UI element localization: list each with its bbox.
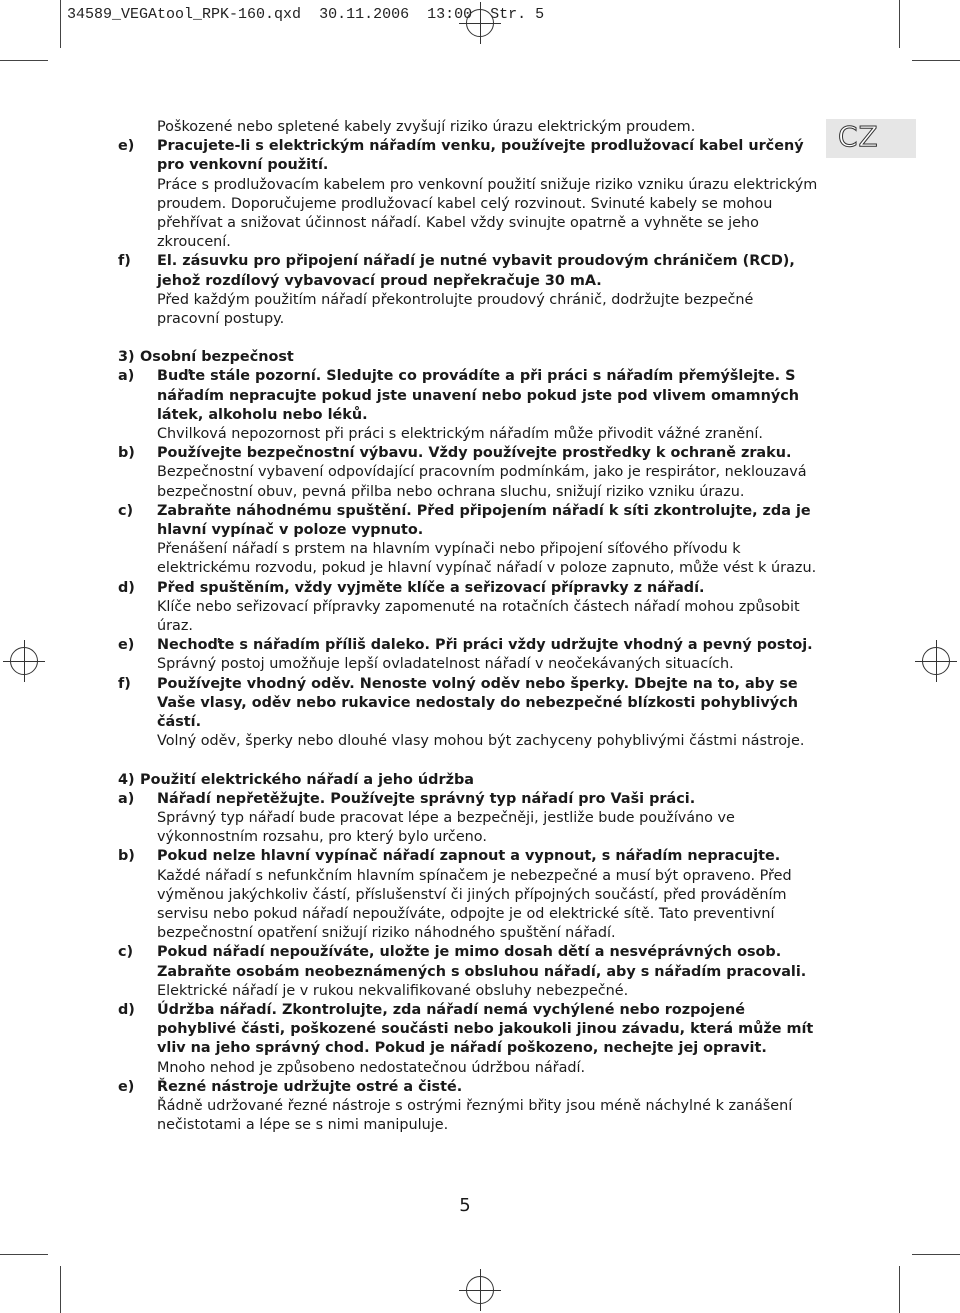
registration-mark [466, 9, 494, 37]
item-label: f) [118, 675, 131, 692]
item-heading: Údržba nářadí. Zkontrolujte, zda nářadí nemá vychýlené nebo rozpojené pohyblivé části, poškozené součásti nebo jakoukoli jinou závadu, která může mít vliv na jeho správný chod. Pokud je nářadí poškozeno, nechejte jej opravit. [157, 1001, 814, 1057]
crop-mark [912, 60, 960, 61]
crop-mark [899, 0, 900, 48]
item-heading: Buďte stále pozorní. Sledujte co provádíte a při práci s nářadím přemýšlejte. S nářadím nepracujte pokud jste unavení nebo pokud jste pod vlivem omamných látek, alkoholu nebo léků. [157, 368, 800, 423]
registration-mark [922, 647, 950, 675]
document-body [118, 118, 818, 1135]
item-label: b) [118, 848, 135, 865]
slug-file: 34589_VEGAtool_RPK-160.qxd [67, 6, 302, 23]
section-number: 3) [118, 349, 135, 366]
crop-mark [899, 1266, 900, 1313]
crop-mark [60, 0, 61, 48]
item-heading: Pokud nelze hlavní vypínač nářadí zapnout a vypnout, s nářadím nepracujte. [157, 848, 781, 865]
item-label: d) [118, 1001, 135, 1018]
item-text: Správný typ nářadí bude pracovat lépe a bezpečněji, jestliže bude používáno ve výkonnostním rozsahu, pro který bylo určeno. [157, 809, 735, 846]
list-item [118, 444, 818, 502]
page-number: 5 [459, 1195, 471, 1216]
item-text: Klíče nebo seřizovací přípravky zapomenuté na rotačních částech nářadí mohou způsobit úraz. [157, 598, 800, 635]
registration-mark [466, 1276, 494, 1304]
list-item [118, 636, 818, 674]
crop-mark [60, 1266, 61, 1313]
item-heading: Pracujete-li s elektrickým nářadím venku, používejte prodlužovací kabel určený pro venkovní použití. [157, 138, 804, 174]
list-item [118, 675, 818, 752]
section-title: Osobní bezpečnost [140, 349, 294, 366]
item-heading: Zabraňte náhodnému spuštění. Před připojením nářadí k síti zkontrolujte, zda je hlavní vypínač v poloze vypnuto. [157, 502, 811, 539]
list-item [118, 502, 818, 579]
item-heading: Používejte vhodný oděv. Nenoste volný oděv nebo šperky. Dbejte na to, aby se Vaše vlasy, oděv nebo rukavice nedostaly do nebezpečné blízkosti pohyblivých částí. [157, 675, 798, 731]
crop-mark [0, 1254, 48, 1255]
list-item [118, 367, 818, 444]
slug-date: 30.11.2006 [319, 6, 410, 23]
section-heading [118, 348, 818, 367]
item-text: Správný postoj umožňuje lepší ovladatelnost nářadí v neočekávaných situacích. [157, 656, 734, 673]
item-text: Přenášení nářadí s prstem na hlavním vypínači nebo připojení síťového přívodu k elektrickému rozvodu, pokud je hlavní vypínač nářadí v poloze zapnuto, může vést k úrazu. [157, 541, 817, 577]
paragraph: Poškozené nebo spletené kabely zvyšují riziko úrazu elektrickým proudem. [157, 119, 696, 135]
item-text: Řádně udržované řezné nástroje s ostrými řeznými břity jsou méně náchylné k zanášení nečistotami a lépe se s nimi manipuluje. [157, 1097, 793, 1134]
item-heading: Řezné nástroje udržujte ostré a čisté. [157, 1078, 463, 1095]
item-label: f) [118, 253, 131, 270]
item-label: e) [118, 1078, 135, 1095]
list-item [118, 1078, 818, 1136]
item-text: Mnoho nehod je způsobeno nedostatečnou údržbou nářadí. [157, 1059, 586, 1076]
item-label: d) [118, 579, 135, 596]
item-label: e) [118, 138, 135, 155]
list-item [118, 790, 818, 848]
list-item [118, 847, 818, 943]
item-heading: El. zásuvku pro připojení nářadí je nutné vybavit proudovým chráničem (RCD), jehož rozdílový vybavovací proud nepřekračuje 30 mA. [157, 253, 795, 289]
section-number: 4) [118, 771, 135, 788]
item-text: Elektrické nářadí je v rukou nekvalifikované obsluhy nebezpečné. [157, 982, 629, 999]
item-text: Volný oděv, šperky nebo dlouhé vlasy mohou být zachyceny pohyblivými částmi nástroje. [157, 733, 805, 750]
item-heading: Používejte bezpečnostní výbavu. Vždy používejte prostředky k ochraně zraku. [157, 445, 792, 462]
item-text: Chvilková nepozornost při práci s elektrickým nářadím může přivodit vážné zranění. [157, 426, 763, 443]
list-item [118, 579, 818, 637]
item-heading: Před spuštěním, vždy vyjměte klíče a seřizovací přípravky z nářadí. [157, 579, 705, 596]
section-title: Použití elektrického nářadí a jeho údržba [140, 771, 474, 788]
item-text: Bezpečnostní vybavení odpovídající pracovním podmínkám, jako je respirátor, neklouzavá bezpečnostní obuv, pevná přilba nebo ochrana sluchu, snižují riziko vzniku úrazu. [157, 464, 807, 500]
registration-mark [10, 647, 38, 675]
item-text: Práce s prodlužovacím kabelem pro venkovní použití snižuje riziko vzniku úrazu elektrickým proudem. Doporučujeme prodlužovací kabel celý rozvinout. Svinuté kabely se mohou přehřívat a snižovat účinnost nářadí. Kabel vždy svinujte opatrně a vyhněte se jeho zkroucení. [157, 176, 818, 251]
language-badge-label: CZ [838, 120, 879, 153]
list-item [118, 252, 818, 329]
list-item [118, 1001, 818, 1078]
item-label: c) [118, 944, 134, 961]
item-text: Každé nářadí s nefunkčním hlavním spínačem je nebezpečné a musí být opraveno. Před výměnou jakýchkoliv částí, příslušenství či jiných přípojných součástí, před prováděním servisu nebo pokud nářadí nepoužíváte, odpojte je od elektrické sítě. Tato preventivní bezpečnostní opatření snižují riziko náhodného spuštění nářadí. [157, 867, 792, 942]
item-text: Před každým použitím nářadí překontrolujte proudový chránič, dodržujte bezpečné pracovní postupy. [157, 291, 754, 328]
item-label: a) [118, 368, 135, 385]
item-label: e) [118, 637, 135, 654]
section-heading [118, 771, 818, 790]
crop-mark [0, 60, 48, 61]
item-heading: Pokud nářadí nepoužíváte, uložte je mimo dosah dětí a nesvéprávných osob. Zabraňte osobám neobeznámených s obsluhou nářadí, aby s nářadím pracovali. [157, 944, 807, 980]
item-heading: Nářadí nepřetěžujte. Používejte správný typ nářadí pro Vaši práci. [157, 790, 696, 807]
slug-time: 13:00 [427, 6, 473, 23]
list-item [118, 137, 818, 252]
slug-page: Str. 5 [490, 6, 545, 23]
crop-mark [912, 1254, 960, 1255]
item-heading: Nechoďte s nářadím příliš daleko. Při práci vždy udržujte vhodný a pevný postoj. [157, 637, 813, 654]
item-label: a) [118, 790, 135, 807]
language-badge [826, 119, 916, 158]
item-label: c) [118, 502, 134, 519]
item-label: b) [118, 445, 135, 462]
list-item [118, 943, 818, 1001]
